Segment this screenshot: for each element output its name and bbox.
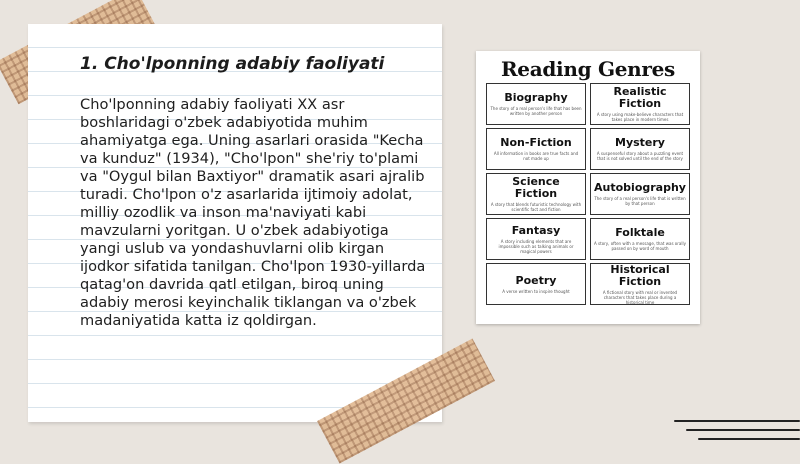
genre-card-fantasy (486, 218, 586, 260)
poster-title: Reading Genres (500, 57, 676, 81)
genre-description: A story including elements that are impossible such as talking animals or magical powers (498, 238, 574, 254)
genre-description: A story that blends futuristic technology with scientific fact and fiction (490, 202, 582, 212)
genre-name: Autobiography (594, 181, 686, 194)
genre-card-biography (486, 83, 586, 125)
genre-card-historical-fiction (590, 263, 690, 305)
genre-card-realistic-fiction (590, 83, 690, 125)
genre-description: The story of a real person's life that is written by that person (594, 196, 686, 206)
genre-card-mystery (590, 128, 690, 170)
reading-genres-poster (476, 51, 700, 324)
genre-name: Realistic Fiction (613, 85, 667, 110)
genre-name: Fantasy (511, 223, 561, 237)
genre-name: Poetry (515, 273, 557, 287)
genre-card-poetry (486, 263, 586, 305)
genre-card-non-fiction (486, 128, 586, 170)
slide-title: 1. Cho'lponning adabiy faoliyati (80, 54, 385, 74)
genre-name: Historical Fiction (610, 262, 670, 288)
genre-description: A suspenseful story about a puzzling event that is not solved until the end of the story (596, 151, 684, 161)
genre-description: A verse written to inspire thought (502, 288, 570, 294)
note-paper (28, 24, 442, 422)
decorative-line (674, 420, 800, 422)
genre-card-folktale (590, 218, 690, 260)
decorative-line (698, 438, 800, 440)
genre-name: Mystery (615, 136, 665, 149)
genre-name: Folktale (615, 226, 665, 239)
genre-description: All information in books are true facts and not made up (493, 151, 579, 161)
genre-description: A fictional story with real or invented characters that takes place during a historical time (602, 289, 678, 305)
decorative-line (686, 429, 800, 431)
genre-name: Non-Fiction (500, 136, 572, 149)
genre-description: A story using make-believe characters that takes place in modern times (596, 112, 684, 122)
genre-description: A story, often with a message, that was orally passed on by word of mouth (594, 241, 686, 251)
genre-name: Biography (504, 91, 568, 104)
genre-card-science-fiction (486, 173, 586, 215)
genre-description: The story of a real person's life that has been written by another person (490, 106, 582, 116)
note-content (80, 54, 430, 330)
genre-card-autobiography (590, 173, 690, 215)
genre-name: Science Fiction (512, 175, 560, 200)
genre-grid (486, 83, 690, 305)
slide-body-text: Cho'lponning adabiy faoliyati XX asr boshlaridagi o'zbek adabiyotida muhim ahamiyatga ega. Uning asarlari orasida "Kecha va kunduz" (1934), "Cho'lpon" she'riy to'plami va "Oygul bilan Baxtiyor" dramatik asari ajralib turadi. Cho'lpon o'z asarlarida ijtimoiy adolat, milliy ozodlik va inson ma'naviyati kabi mavzularni yoritgan. U o'zbek adabiyotiga yangi uslub va yondashuvlarni olib kirgan ijodkor sifatida tanilgan. Cho'lpon 1930-yillarda qatag'on davrida qatl etilgan, biroq uning adabiy merosi keyinchalik tiklangan va o'zbek madaniyatida katta iz qoldirgan. (80, 96, 426, 329)
